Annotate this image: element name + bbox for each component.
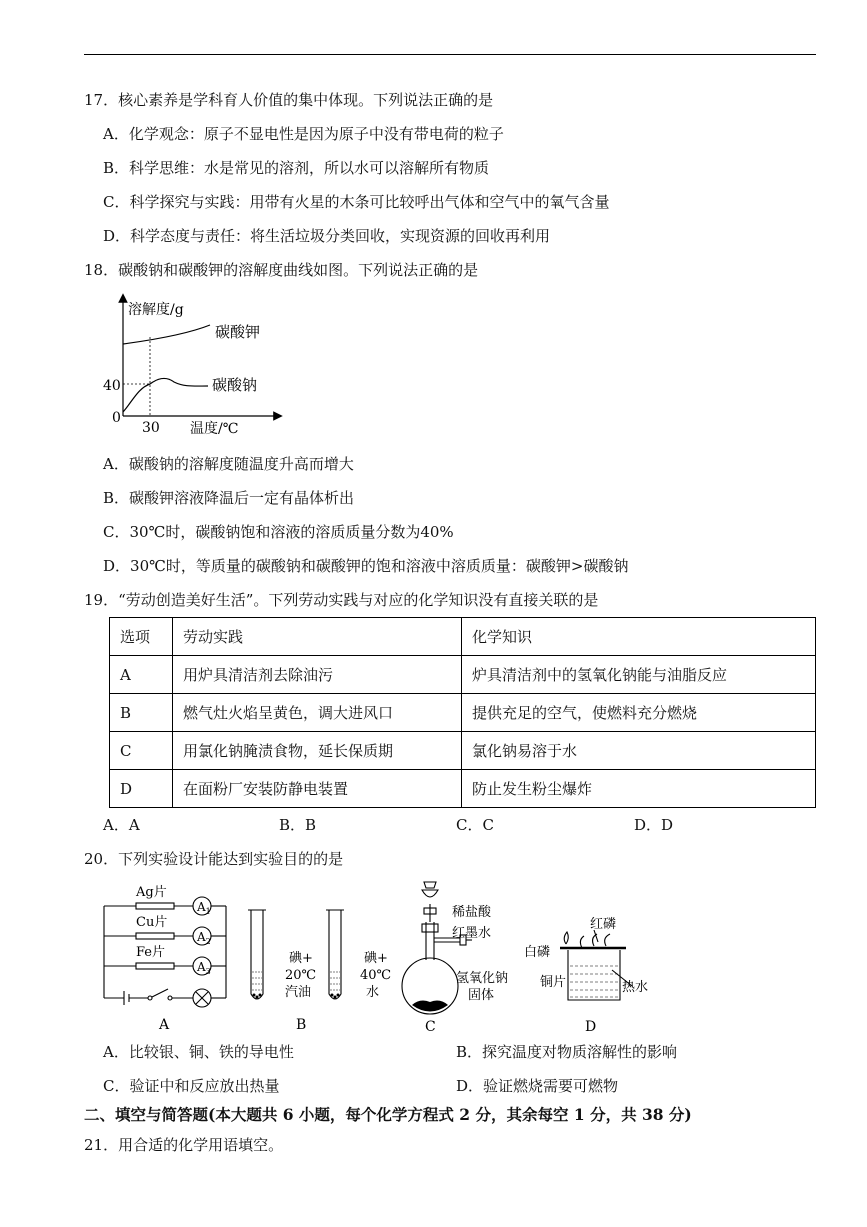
- copper-sheet-label: 铜片: [540, 975, 567, 990]
- q20-stem: 20．下列实验设计能达到实验目的的是: [84, 850, 344, 868]
- q19-option-b: B．B: [279, 816, 317, 834]
- q18-option-b: B．碳酸钾溶液降温后一定有晶体析出: [103, 489, 355, 507]
- table-cell: 在面粉厂安装防静电装置: [173, 770, 462, 808]
- table-row: [110, 694, 816, 732]
- q19-stem: 19．“劳动创造美好生活”。下列劳动实践与对应的化学知识没有直接关联的是: [84, 591, 599, 609]
- q20-option-c: C．验证中和反应放出热量: [103, 1077, 280, 1095]
- tube1-line2: 20℃: [285, 968, 317, 983]
- section2-title: 二、填空与简答题(本大题共 6 小题，每个化学方程式 2 分，其余每空 1 分，共 38 分): [84, 1105, 692, 1124]
- curve-k2co3: [123, 325, 210, 344]
- q17-option-c: C．科学探究与实践：用带有火星的木条可比较呼出气体和空气中的氧气含量: [103, 193, 610, 211]
- curve-na2co3: [123, 378, 208, 412]
- hot-water-label: 热水: [622, 980, 649, 995]
- q18-option-c: C．30℃时，碳酸钠饱和溶液的溶质质量分数为40%: [103, 523, 454, 541]
- q17-stem: 17．核心素养是学科育人价值的集中体现。下列说法正确的是: [84, 91, 494, 109]
- dilute-hcl-label: 稀盐酸: [452, 905, 492, 920]
- table-cell: 燃气灶火焰呈黄色，调大进风口: [173, 694, 462, 732]
- cu-sheet-label: Cu片: [136, 915, 168, 930]
- q20-option-d: D．验证燃烧需要可燃物: [456, 1077, 619, 1095]
- fig-a-circuit: [96, 876, 236, 1036]
- table-cell: D: [110, 770, 173, 808]
- fig-c-flask: [400, 878, 530, 1036]
- naoh-label-1: 氢氧化钠: [456, 971, 509, 986]
- table-row: [110, 732, 816, 770]
- table-row: [110, 656, 816, 694]
- fig-c-label: C: [425, 1019, 436, 1035]
- label-k2co3: 碳酸钾: [215, 323, 261, 341]
- header-rule: [84, 54, 816, 55]
- q18-option-a: A．碳酸钠的溶解度随温度升高而增大: [103, 455, 354, 473]
- table-header-row: [110, 618, 816, 656]
- solubility-graph: [100, 292, 290, 442]
- table-cell: 用氯化钠腌渍食物，延长保质期: [173, 732, 462, 770]
- table-cell: B: [110, 694, 173, 732]
- q17-option-b: B．科学思维：水是常见的溶剂，所以水可以溶解所有物质: [103, 159, 490, 177]
- q18-stem: 18．碳酸钠和碳酸钾的溶解度曲线如图。下列说法正确的是: [84, 261, 479, 279]
- tube1-line3: 汽油: [285, 985, 312, 1000]
- tube2-line1: 碘+: [364, 951, 388, 966]
- q19-table: [109, 617, 816, 808]
- ammeter-2: $A_2$: [197, 930, 211, 946]
- ag-sheet-label: Ag片: [136, 885, 167, 900]
- table-header-cell: 选项: [110, 618, 173, 656]
- table-cell: 炉具清洁剂中的氢氧化钠能与油脂反应: [462, 656, 816, 694]
- q20-option-b: B．探究温度对物质溶解性的影响: [456, 1043, 678, 1061]
- tube2-line3: 水: [366, 985, 380, 1000]
- tube1-line1: 碘+: [289, 951, 313, 966]
- tube2-line2: 40℃: [360, 968, 392, 983]
- ammeter-1: $A_1$: [197, 900, 211, 916]
- table-header-cell: 劳动实践: [173, 618, 462, 656]
- q17-option-a: A．化学观念：原子不显电性是因为原子中没有带电荷的粒子: [103, 125, 504, 143]
- q19-option-c: C．C: [456, 816, 494, 834]
- white-phosphorus-label: 白磷: [524, 945, 551, 960]
- q20-option-a: A．比较银、铜、铁的导电性: [103, 1043, 294, 1061]
- table-cell: 防止发生粉尘爆炸: [462, 770, 816, 808]
- fig-d-label: D: [585, 1019, 597, 1035]
- table-row: [110, 770, 816, 808]
- x-tick-30: 30: [142, 420, 160, 436]
- origin-label: 0: [112, 410, 121, 426]
- fig-a-label: A: [159, 1017, 170, 1033]
- q19-option-a: A．A: [103, 816, 140, 834]
- x-axis-label: 温度/℃: [190, 421, 239, 437]
- y-tick-40: 40: [103, 378, 121, 394]
- red-phosphorus-label: 红磷: [590, 917, 617, 932]
- q18-option-d: D．30℃时，等质量的碳酸钠和碳酸钾的饱和溶液中溶质质量：碳酸钾>碳酸钠: [103, 557, 629, 575]
- q21-stem: 21．用合适的化学用语填空。: [84, 1136, 284, 1154]
- table-cell: A: [110, 656, 173, 694]
- naoh-label-2: 固体: [468, 988, 495, 1003]
- q17-option-d: D．科学态度与责任：将生活垃圾分类回收，实现资源的回收再利用: [103, 227, 551, 245]
- table-cell: 用炉具清洁剂去除油污: [173, 656, 462, 694]
- label-na2co3: 碳酸钠: [212, 376, 258, 394]
- table-cell: 提供充足的空气，使燃料充分燃烧: [462, 694, 816, 732]
- table-header-cell: 化学知识: [462, 618, 816, 656]
- ammeter-3: $A_3$: [197, 960, 211, 976]
- fe-sheet-label: Fe片: [136, 945, 166, 960]
- fig-d-beaker: [522, 910, 662, 1036]
- table-cell: C: [110, 732, 173, 770]
- fig-b-test-tubes: [240, 906, 400, 1036]
- table-cell: 氯化钠易溶于水: [462, 732, 816, 770]
- red-ink-label: 红墨水: [452, 926, 492, 941]
- y-axis-label: 溶解度/g: [128, 302, 184, 318]
- q19-option-d: D．D: [634, 816, 674, 834]
- fig-b-label: B: [296, 1017, 307, 1033]
